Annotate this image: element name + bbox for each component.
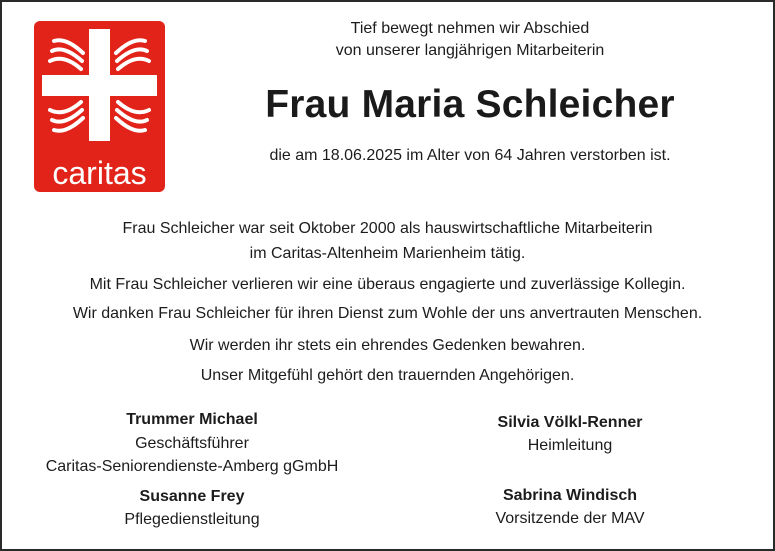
signature-role: Vorsitzende der MAV xyxy=(495,510,645,527)
signature-role: Pflegedienstleitung xyxy=(124,511,260,528)
signature-name: Silvia Völkl-Renner xyxy=(497,414,643,431)
signature-name: Susanne Frey xyxy=(139,488,245,505)
body-line-5: Wir werden ihr stets ein ehrendes Gedenken bewahren. xyxy=(189,337,586,354)
signature-name: Sabrina Windisch xyxy=(502,487,638,504)
body-line-2: im Caritas-Altenheim Marienheim tätig. xyxy=(249,245,526,262)
caritas-cross-icon xyxy=(34,21,165,192)
caritas-logo xyxy=(34,21,165,192)
logo-wordmark: caritas xyxy=(52,155,147,191)
intro-line-1: Tief bewegt nehmen wir Abschied xyxy=(350,20,590,37)
body-line-4: Wir danken Frau Schleicher für ihren Dienst zum Wohle der uns anvertrauten Menschen. xyxy=(72,305,703,322)
signature-role: Heimleitung xyxy=(527,437,613,454)
death-line: die am 18.06.2025 im Alter von 64 Jahren verstorben ist. xyxy=(269,147,671,164)
signature-organization: Caritas-Seniorendienste-Amberg gGmbH xyxy=(45,458,339,475)
intro-line-2: von unserer langjährigen Mitarbeiterin xyxy=(335,42,605,59)
signature-role: Geschäftsführer xyxy=(135,435,249,452)
body-line-1: Frau Schleicher war seit Oktober 2000 als hauswirtschaftliche Mitarbeiterin xyxy=(122,220,653,237)
signature-name: Trummer Michael xyxy=(126,411,258,428)
deceased-name: Frau Maria Schleicher xyxy=(265,83,675,126)
body-line-6: Unser Mitgefühl gehört den trauernden Angehörigen. xyxy=(200,367,575,384)
body-line-3: Mit Frau Schleicher verlieren wir eine überaus engagierte und zuverlässige Kollegin. xyxy=(89,276,686,293)
